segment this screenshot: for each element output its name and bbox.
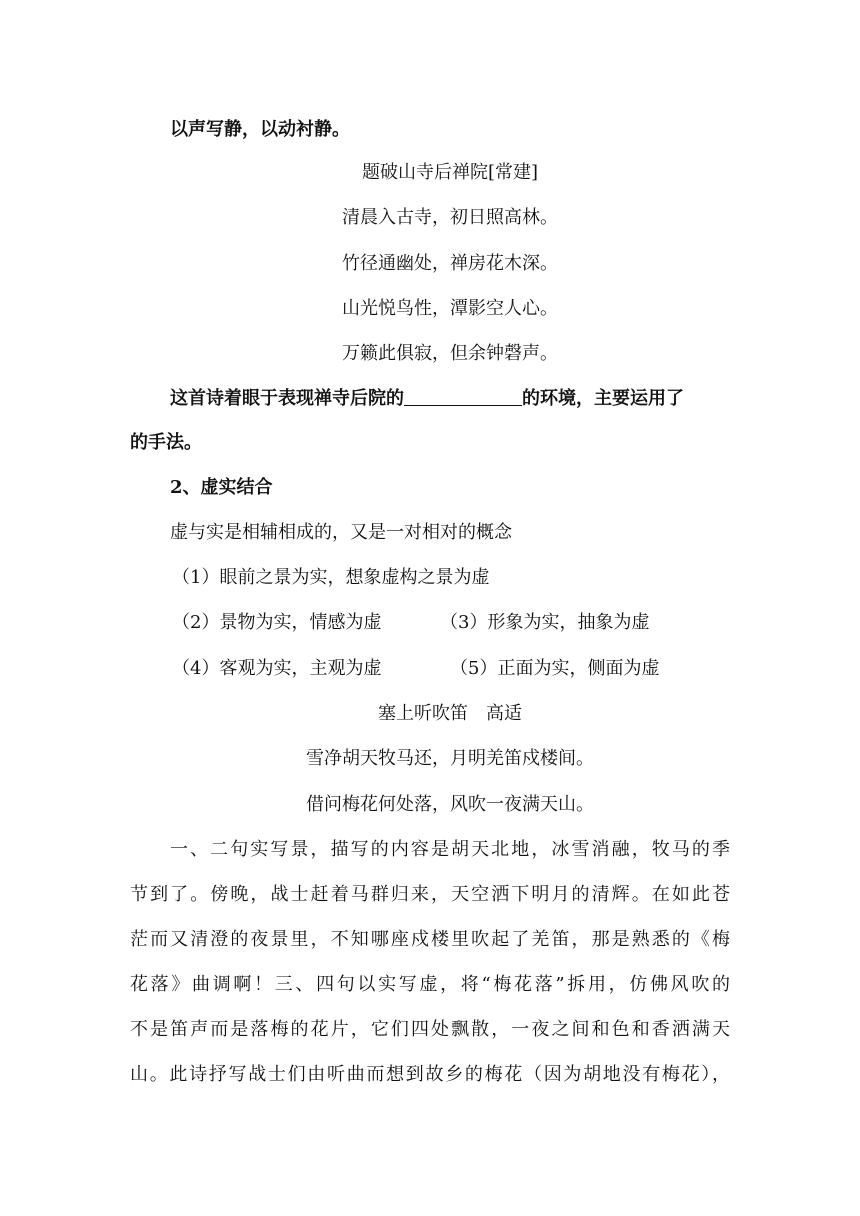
question-text-part2: 的环境，主要运用了: [522, 388, 684, 409]
paragraph-line: 山。此诗抒写战士们由听曲而想到故乡的梅花（因为胡地没有梅花），: [130, 1064, 730, 1085]
poem-title: 题破山寺后禅院[常建]: [361, 162, 539, 183]
paragraph-line: 茫而又清澄的夜景里，不知哪座戍楼里吹起了羌笛，那是熟悉的《梅: [130, 929, 730, 950]
answer-blank[interactable]: [404, 387, 522, 406]
question-text-part1: 这首诗着眼于表现禅寺后院的: [170, 388, 404, 409]
poem-line: 竹径通幽处，禅房花木深。: [342, 253, 558, 274]
section-heading: 2、虚实结合: [170, 477, 273, 498]
poem-title: 塞上听吹笛 高适: [378, 703, 522, 724]
heading-line: 以声写静，以动衬静。: [170, 119, 350, 140]
question-line-continued: 的手法。: [130, 432, 202, 453]
list-item: （1）眼前之景为实，想象虚构之景为虚: [172, 567, 490, 588]
list-item: （5）正面为实，侧面为虚: [450, 658, 660, 679]
poem-line: 借问梅花何处落，风吹一夜满天山。: [306, 794, 594, 815]
poem-line: 清晨入古寺，初日照高林。: [342, 207, 558, 228]
poem-line: 万籁此俱寂，但余钟磬声。: [342, 343, 558, 364]
paragraph-line: 节到了。傍晚，战士赶着马群归来，天空洒下明月的清辉。在如此苍: [130, 884, 730, 905]
list-item: （3）形象为实，抽象为虚: [440, 612, 650, 633]
paragraph-line: 不是笛声而是落梅的花片，它们四处飘散，一夜之间和色和香洒满天: [130, 1019, 730, 1040]
poem-line: 雪净胡天牧马还，月明羌笛戍楼间。: [306, 748, 594, 769]
paragraph-line: 花落》曲调啊！三、四句以实写虚，将“梅花落”拆用，仿佛风吹的: [130, 974, 730, 995]
intro-text: 虚与实是相辅相成的，又是一对相对的概念: [170, 522, 512, 543]
list-item: （4）客观为实，主观为虚: [172, 658, 382, 679]
paragraph-line: 一、二句实写景，描写的内容是胡天北地，冰雪消融，牧马的季: [170, 839, 730, 860]
question-line: [170, 386, 770, 412]
list-item: （2）景物为实，情感为虚: [172, 612, 382, 633]
poem-line: 山光悦鸟性，潭影空人心。: [342, 298, 558, 319]
